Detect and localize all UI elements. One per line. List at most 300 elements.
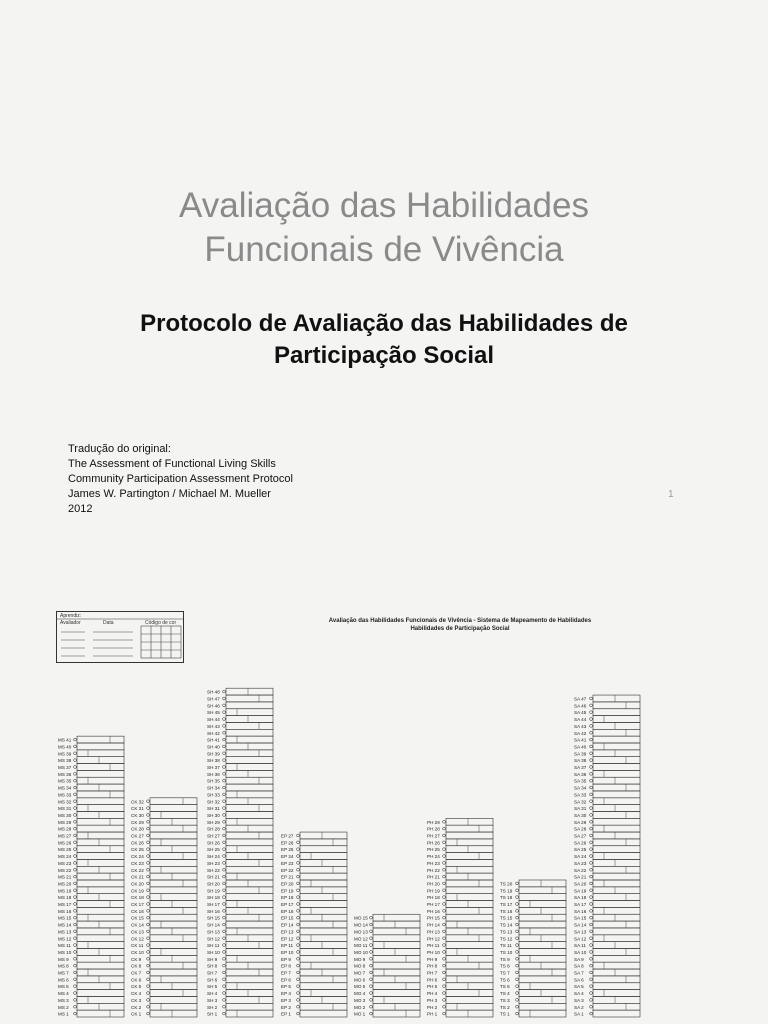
skill-row[interactable] bbox=[427, 846, 493, 853]
skill-row[interactable] bbox=[574, 901, 640, 908]
skill-row[interactable] bbox=[58, 914, 124, 921]
skill-row[interactable] bbox=[58, 928, 124, 935]
skill-row[interactable] bbox=[58, 743, 124, 750]
skill-row[interactable] bbox=[281, 846, 347, 853]
skill-row[interactable] bbox=[427, 1003, 493, 1010]
skill-row[interactable] bbox=[131, 942, 197, 949]
skill-score-cell bbox=[519, 976, 566, 983]
skill-row[interactable] bbox=[574, 839, 640, 846]
skill-row[interactable] bbox=[427, 887, 493, 894]
skill-row[interactable] bbox=[131, 866, 197, 873]
skill-row[interactable] bbox=[131, 839, 197, 846]
skill-row[interactable] bbox=[131, 1003, 197, 1010]
skill-row[interactable] bbox=[427, 990, 493, 997]
skill-row[interactable] bbox=[207, 983, 273, 990]
skill-row[interactable] bbox=[58, 880, 124, 887]
skill-row[interactable] bbox=[58, 818, 124, 825]
skill-row[interactable] bbox=[574, 695, 640, 702]
skill-code-label: MS 9 bbox=[58, 956, 69, 962]
skill-marker-circle bbox=[297, 841, 300, 844]
skill-row[interactable] bbox=[281, 887, 347, 894]
skill-marker-circle bbox=[297, 971, 300, 974]
skill-row[interactable] bbox=[207, 750, 273, 757]
skill-row[interactable] bbox=[574, 976, 640, 983]
skill-score-cell bbox=[300, 880, 347, 887]
skill-row[interactable] bbox=[574, 949, 640, 956]
skill-row[interactable] bbox=[58, 996, 124, 1003]
skill-score-cell bbox=[226, 894, 273, 901]
skill-row[interactable] bbox=[58, 962, 124, 969]
skill-row[interactable] bbox=[207, 812, 273, 819]
skill-score-cell bbox=[446, 839, 493, 846]
skill-row[interactable] bbox=[207, 777, 273, 784]
skill-marker-circle bbox=[590, 779, 593, 782]
skill-row[interactable] bbox=[131, 907, 197, 914]
assessor-label: Avaliador bbox=[60, 620, 81, 626]
skill-row[interactable] bbox=[500, 928, 566, 935]
skill-row[interactable] bbox=[574, 921, 640, 928]
skill-row[interactable] bbox=[207, 887, 273, 894]
skill-row[interactable] bbox=[131, 859, 197, 866]
skill-row[interactable] bbox=[58, 1010, 124, 1017]
skill-row[interactable] bbox=[131, 846, 197, 853]
skill-row[interactable] bbox=[354, 969, 420, 976]
skill-row[interactable] bbox=[281, 935, 347, 942]
skill-row[interactable] bbox=[574, 832, 640, 839]
skill-row[interactable] bbox=[281, 990, 347, 997]
skill-row[interactable] bbox=[207, 729, 273, 736]
skill-row[interactable] bbox=[281, 832, 347, 839]
skill-row[interactable] bbox=[131, 949, 197, 956]
skill-row[interactable] bbox=[58, 859, 124, 866]
skill-row[interactable] bbox=[207, 949, 273, 956]
skill-row[interactable] bbox=[58, 942, 124, 949]
skill-row[interactable] bbox=[574, 928, 640, 935]
skill-row[interactable] bbox=[427, 853, 493, 860]
skill-row[interactable] bbox=[500, 969, 566, 976]
skill-row[interactable] bbox=[207, 976, 273, 983]
skill-row[interactable] bbox=[354, 990, 420, 997]
skill-row[interactable] bbox=[58, 812, 124, 819]
skill-row[interactable] bbox=[427, 873, 493, 880]
skill-row[interactable] bbox=[58, 770, 124, 777]
skill-row[interactable] bbox=[574, 784, 640, 791]
skill-row[interactable] bbox=[207, 757, 273, 764]
skill-row[interactable] bbox=[500, 901, 566, 908]
skill-row[interactable] bbox=[500, 976, 566, 983]
skill-row[interactable] bbox=[427, 866, 493, 873]
skill-row[interactable] bbox=[574, 935, 640, 942]
skill-row[interactable] bbox=[427, 1010, 493, 1017]
skill-row[interactable] bbox=[427, 839, 493, 846]
skill-row[interactable] bbox=[574, 996, 640, 1003]
skill-row[interactable] bbox=[58, 983, 124, 990]
skill-score-cell bbox=[226, 722, 273, 729]
skill-row[interactable] bbox=[574, 880, 640, 887]
skill-row[interactable] bbox=[354, 976, 420, 983]
skill-code-label: CK 32 bbox=[131, 799, 144, 805]
skill-row[interactable] bbox=[574, 825, 640, 832]
skill-score-cell bbox=[300, 846, 347, 853]
skill-row[interactable] bbox=[207, 1003, 273, 1010]
skill-row[interactable] bbox=[574, 729, 640, 736]
skill-row[interactable] bbox=[207, 839, 273, 846]
skill-row[interactable] bbox=[281, 962, 347, 969]
skill-row[interactable] bbox=[574, 757, 640, 764]
skill-row[interactable] bbox=[427, 949, 493, 956]
skill-row[interactable] bbox=[281, 901, 347, 908]
skill-row[interactable] bbox=[58, 777, 124, 784]
skill-row[interactable] bbox=[207, 1010, 273, 1017]
skill-row[interactable] bbox=[58, 976, 124, 983]
skill-row[interactable] bbox=[500, 942, 566, 949]
skill-row[interactable] bbox=[427, 818, 493, 825]
skill-row[interactable] bbox=[58, 757, 124, 764]
skill-row[interactable] bbox=[131, 1010, 197, 1017]
skill-code-label: MS 19 bbox=[58, 888, 72, 894]
skill-row[interactable] bbox=[207, 695, 273, 702]
skill-row[interactable] bbox=[354, 921, 420, 928]
skill-row[interactable] bbox=[207, 907, 273, 914]
skill-row[interactable] bbox=[131, 832, 197, 839]
skill-row[interactable] bbox=[58, 853, 124, 860]
skill-row[interactable] bbox=[281, 907, 347, 914]
skill-row[interactable] bbox=[281, 880, 347, 887]
skill-row[interactable] bbox=[574, 736, 640, 743]
skill-score-cell bbox=[519, 983, 566, 990]
skill-row[interactable] bbox=[207, 736, 273, 743]
skill-row[interactable] bbox=[281, 859, 347, 866]
skill-row[interactable] bbox=[574, 812, 640, 819]
skill-row[interactable] bbox=[574, 942, 640, 949]
skill-code-label: SH 29 bbox=[207, 819, 220, 825]
skill-row[interactable] bbox=[281, 1003, 347, 1010]
skill-marker-circle bbox=[443, 820, 446, 823]
skill-row[interactable] bbox=[58, 873, 124, 880]
skill-row[interactable] bbox=[354, 914, 420, 921]
skill-row[interactable] bbox=[207, 873, 273, 880]
skill-row[interactable] bbox=[58, 736, 124, 743]
skill-row[interactable] bbox=[207, 914, 273, 921]
skill-row[interactable] bbox=[574, 866, 640, 873]
skill-row[interactable] bbox=[354, 955, 420, 962]
skill-row[interactable] bbox=[574, 1003, 640, 1010]
skill-row[interactable] bbox=[574, 853, 640, 860]
skill-row[interactable] bbox=[58, 764, 124, 771]
skill-score-cell bbox=[373, 969, 420, 976]
skill-row[interactable] bbox=[281, 955, 347, 962]
skill-row[interactable] bbox=[131, 901, 197, 908]
skill-row[interactable] bbox=[500, 894, 566, 901]
skill-row[interactable] bbox=[427, 880, 493, 887]
skill-row[interactable] bbox=[207, 942, 273, 949]
skill-score-cell bbox=[446, 887, 493, 894]
skill-row[interactable] bbox=[281, 928, 347, 935]
skill-row[interactable] bbox=[207, 935, 273, 942]
skill-row[interactable] bbox=[131, 798, 197, 805]
skill-score-cell bbox=[300, 873, 347, 880]
skill-row[interactable] bbox=[131, 962, 197, 969]
skill-row[interactable] bbox=[58, 866, 124, 873]
skill-row[interactable] bbox=[427, 928, 493, 935]
skill-row[interactable] bbox=[574, 805, 640, 812]
skill-row[interactable] bbox=[574, 764, 640, 771]
skill-row[interactable] bbox=[131, 983, 197, 990]
skill-row[interactable] bbox=[58, 784, 124, 791]
skill-row[interactable] bbox=[574, 969, 640, 976]
skill-row[interactable] bbox=[574, 914, 640, 921]
skill-row[interactable] bbox=[58, 949, 124, 956]
skill-code-label: MO 10 bbox=[354, 949, 368, 955]
skill-code-label: TS 9 bbox=[500, 956, 510, 962]
skill-row[interactable] bbox=[131, 914, 197, 921]
skill-row[interactable] bbox=[131, 969, 197, 976]
skill-row[interactable] bbox=[58, 839, 124, 846]
skill-score-cell bbox=[150, 914, 197, 921]
skill-row[interactable] bbox=[574, 818, 640, 825]
skill-row[interactable] bbox=[131, 818, 197, 825]
skill-row[interactable] bbox=[427, 901, 493, 908]
skill-row[interactable] bbox=[131, 996, 197, 1003]
skill-row[interactable] bbox=[131, 853, 197, 860]
skill-row[interactable] bbox=[131, 955, 197, 962]
skill-row[interactable] bbox=[207, 825, 273, 832]
skill-row[interactable] bbox=[207, 818, 273, 825]
skill-row[interactable] bbox=[427, 976, 493, 983]
skill-row[interactable] bbox=[574, 983, 640, 990]
skill-row[interactable] bbox=[58, 846, 124, 853]
skill-row[interactable] bbox=[500, 935, 566, 942]
skill-row[interactable] bbox=[427, 894, 493, 901]
skill-row[interactable] bbox=[58, 1003, 124, 1010]
skill-score-cell bbox=[593, 736, 640, 743]
skill-row[interactable] bbox=[574, 791, 640, 798]
skill-row[interactable] bbox=[574, 1010, 640, 1017]
skill-row[interactable] bbox=[574, 955, 640, 962]
skill-row[interactable] bbox=[58, 750, 124, 757]
skill-row[interactable] bbox=[500, 907, 566, 914]
skill-score-cell bbox=[446, 866, 493, 873]
skill-code-label: CK 2 bbox=[131, 1004, 142, 1010]
skill-row[interactable] bbox=[427, 942, 493, 949]
skill-row[interactable] bbox=[207, 709, 273, 716]
skill-row[interactable] bbox=[281, 873, 347, 880]
skill-code-label: PH 8 bbox=[427, 963, 438, 969]
skill-row[interactable] bbox=[207, 866, 273, 873]
skill-marker-circle bbox=[74, 745, 77, 748]
skill-row[interactable] bbox=[500, 962, 566, 969]
skill-row[interactable] bbox=[207, 990, 273, 997]
skill-row[interactable] bbox=[427, 859, 493, 866]
skill-code-label: SH 11 bbox=[207, 943, 220, 949]
skill-marker-circle bbox=[443, 985, 446, 988]
skill-row[interactable] bbox=[207, 955, 273, 962]
skill-row[interactable] bbox=[427, 935, 493, 942]
skill-row[interactable] bbox=[427, 921, 493, 928]
skill-score-cell bbox=[519, 949, 566, 956]
skill-row[interactable] bbox=[58, 921, 124, 928]
skill-row[interactable] bbox=[207, 832, 273, 839]
skill-row[interactable] bbox=[207, 853, 273, 860]
skill-code-label: SA 22 bbox=[574, 867, 587, 873]
skill-row[interactable] bbox=[131, 928, 197, 935]
skill-row[interactable] bbox=[207, 743, 273, 750]
skill-row[interactable] bbox=[281, 969, 347, 976]
skill-row[interactable] bbox=[574, 798, 640, 805]
skill-row[interactable] bbox=[281, 1010, 347, 1017]
skill-row[interactable] bbox=[574, 709, 640, 716]
skill-row[interactable] bbox=[131, 880, 197, 887]
skill-row[interactable] bbox=[58, 955, 124, 962]
skill-row[interactable] bbox=[207, 798, 273, 805]
skill-row[interactable] bbox=[500, 1003, 566, 1010]
skill-row[interactable] bbox=[207, 880, 273, 887]
skill-row[interactable] bbox=[207, 722, 273, 729]
skill-code-label: PH 4 bbox=[427, 991, 438, 997]
skill-row[interactable] bbox=[574, 743, 640, 750]
skill-row[interactable] bbox=[58, 901, 124, 908]
skill-row[interactable] bbox=[131, 935, 197, 942]
skill-row[interactable] bbox=[281, 976, 347, 983]
skill-row[interactable] bbox=[500, 914, 566, 921]
skill-row[interactable] bbox=[427, 996, 493, 1003]
skill-row[interactable] bbox=[574, 777, 640, 784]
skill-row[interactable] bbox=[207, 770, 273, 777]
skill-score-cell bbox=[77, 798, 124, 805]
skill-row[interactable] bbox=[58, 832, 124, 839]
skill-row[interactable] bbox=[207, 962, 273, 969]
skill-row[interactable] bbox=[131, 894, 197, 901]
skill-row[interactable] bbox=[207, 859, 273, 866]
skill-row[interactable] bbox=[574, 716, 640, 723]
skill-row[interactable] bbox=[281, 996, 347, 1003]
skill-row[interactable] bbox=[354, 1003, 420, 1010]
skill-score-cell bbox=[446, 949, 493, 956]
skill-score-cell bbox=[593, 812, 640, 819]
skill-row[interactable] bbox=[427, 907, 493, 914]
skill-row[interactable] bbox=[354, 949, 420, 956]
skill-row[interactable] bbox=[58, 805, 124, 812]
skill-row[interactable] bbox=[574, 887, 640, 894]
skill-row[interactable] bbox=[500, 1010, 566, 1017]
skill-row[interactable] bbox=[131, 921, 197, 928]
skill-row[interactable] bbox=[500, 983, 566, 990]
skill-row[interactable] bbox=[281, 949, 347, 956]
skill-row[interactable] bbox=[354, 928, 420, 935]
skill-row[interactable] bbox=[574, 894, 640, 901]
skill-row[interactable] bbox=[281, 894, 347, 901]
skill-row[interactable] bbox=[281, 921, 347, 928]
skill-row[interactable] bbox=[500, 949, 566, 956]
skill-row[interactable] bbox=[281, 853, 347, 860]
skill-row[interactable] bbox=[500, 990, 566, 997]
skill-row[interactable] bbox=[58, 935, 124, 942]
skill-row[interactable] bbox=[131, 990, 197, 997]
skill-row[interactable] bbox=[500, 996, 566, 1003]
skill-row[interactable] bbox=[574, 722, 640, 729]
skill-row[interactable] bbox=[131, 873, 197, 880]
skill-row[interactable] bbox=[131, 812, 197, 819]
skill-row[interactable] bbox=[354, 962, 420, 969]
skill-row[interactable] bbox=[427, 832, 493, 839]
skill-row[interactable] bbox=[427, 983, 493, 990]
skill-row[interactable] bbox=[207, 702, 273, 709]
skill-row[interactable] bbox=[58, 907, 124, 914]
skill-row[interactable] bbox=[131, 976, 197, 983]
skill-row[interactable] bbox=[574, 962, 640, 969]
skill-row[interactable] bbox=[427, 969, 493, 976]
skill-row[interactable] bbox=[500, 921, 566, 928]
skill-row[interactable] bbox=[574, 702, 640, 709]
skill-row[interactable] bbox=[207, 921, 273, 928]
skill-row[interactable] bbox=[427, 955, 493, 962]
skill-row[interactable] bbox=[574, 859, 640, 866]
skill-row[interactable] bbox=[281, 866, 347, 873]
skill-row[interactable] bbox=[281, 983, 347, 990]
skill-row[interactable] bbox=[58, 990, 124, 997]
skill-row[interactable] bbox=[354, 935, 420, 942]
skill-row[interactable] bbox=[207, 805, 273, 812]
skill-score-cell bbox=[446, 969, 493, 976]
skill-row[interactable] bbox=[131, 805, 197, 812]
skill-row[interactable] bbox=[574, 770, 640, 777]
skill-row[interactable] bbox=[500, 887, 566, 894]
skill-code-label: PH 12 bbox=[427, 936, 440, 942]
skill-row[interactable] bbox=[58, 887, 124, 894]
skill-row[interactable] bbox=[574, 907, 640, 914]
skill-row[interactable] bbox=[58, 969, 124, 976]
skill-row[interactable] bbox=[207, 784, 273, 791]
skill-row[interactable] bbox=[574, 990, 640, 997]
skill-row[interactable] bbox=[207, 791, 273, 798]
skill-row[interactable] bbox=[574, 750, 640, 757]
skill-row[interactable] bbox=[207, 688, 273, 695]
skill-row[interactable] bbox=[281, 839, 347, 846]
skill-row[interactable] bbox=[574, 846, 640, 853]
skill-row[interactable] bbox=[354, 1010, 420, 1017]
skill-row[interactable] bbox=[58, 791, 124, 798]
skill-row[interactable] bbox=[207, 969, 273, 976]
skill-row[interactable] bbox=[207, 901, 273, 908]
skill-row[interactable] bbox=[58, 825, 124, 832]
skill-row[interactable] bbox=[574, 873, 640, 880]
skill-row[interactable] bbox=[207, 894, 273, 901]
skill-row[interactable] bbox=[427, 825, 493, 832]
skill-score-cell bbox=[373, 990, 420, 997]
skill-row[interactable] bbox=[207, 764, 273, 771]
skill-row[interactable] bbox=[354, 996, 420, 1003]
skill-row[interactable] bbox=[281, 942, 347, 949]
skill-row[interactable] bbox=[427, 962, 493, 969]
skill-row[interactable] bbox=[58, 798, 124, 805]
skill-code-label: CK 20 bbox=[131, 881, 144, 887]
skill-code-label: MS 7 bbox=[58, 970, 69, 976]
skill-score-cell bbox=[150, 996, 197, 1003]
skill-row[interactable] bbox=[281, 914, 347, 921]
skill-row[interactable] bbox=[207, 716, 273, 723]
skill-row[interactable] bbox=[207, 846, 273, 853]
skill-row[interactable] bbox=[58, 894, 124, 901]
skill-row[interactable] bbox=[207, 996, 273, 1003]
skill-row[interactable] bbox=[427, 914, 493, 921]
skill-row[interactable] bbox=[500, 955, 566, 962]
skill-row[interactable] bbox=[354, 983, 420, 990]
skill-row[interactable] bbox=[500, 880, 566, 887]
skill-row[interactable] bbox=[354, 942, 420, 949]
skill-row[interactable] bbox=[207, 928, 273, 935]
skill-row[interactable] bbox=[131, 825, 197, 832]
skill-row[interactable] bbox=[131, 887, 197, 894]
